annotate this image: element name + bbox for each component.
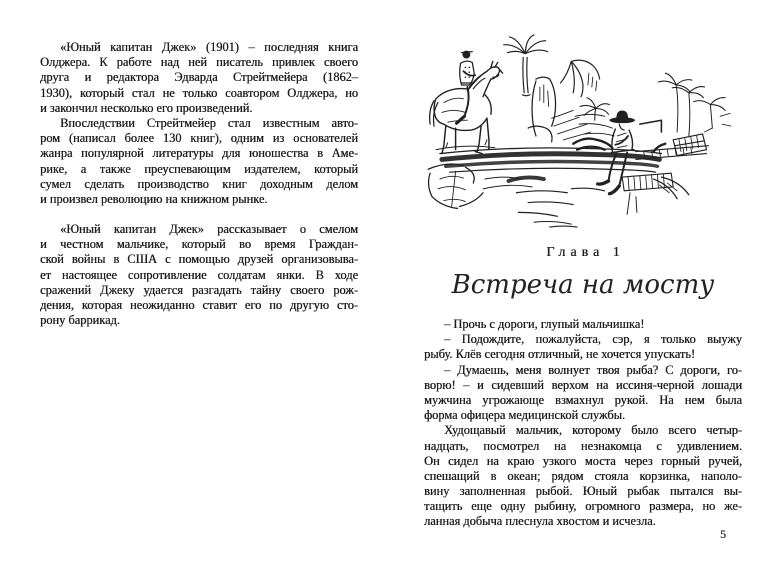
paragraph (424, 363, 742, 424)
text-line: ворю! – и сидевший верхом на иссиня-черной лошади (424, 377, 742, 392)
right-page-text (424, 317, 742, 530)
text-line: жанра популярной литературы для юношества в Аме- (40, 146, 358, 161)
text-line: Он сидел на краю узкого моста через горный ручей, (424, 453, 742, 468)
left-page-text (40, 40, 358, 328)
pen-sketch-horseman-and-boy-illustration (425, 34, 741, 230)
text-line: надцать, посмотрел на незнакомца с удивлением. (424, 438, 742, 453)
text-line: сражений Джеку удается разгадать тайну своего рож- (40, 282, 358, 297)
chapter-title: Встреча на мосту (451, 270, 715, 300)
text-line: рике, а также преуспевающим издателем, который (40, 161, 358, 176)
text-line: ет настоящее сопротивление солдатам янки. В ходе (40, 267, 358, 282)
text-line: «Юный капитан Джек» рассказывает о смелом (60, 222, 358, 237)
chapter-illustration (424, 28, 742, 232)
text-line: ром (написал более 130 книг), одним из основателей (40, 131, 358, 146)
page-number: 5 (720, 527, 726, 541)
text-line: – Прочь с дороги, глупый мальчишка! (444, 317, 645, 331)
text-line: – Думаешь, меня волнует твоя рыба? С дороги, го- (444, 362, 742, 377)
paragraph (424, 423, 742, 529)
text-line: тащить еще одну рыбину, огромного размера, но же- (424, 499, 742, 514)
text-line: и произвел революцию на книжном рынке. (40, 191, 268, 206)
paragraph (40, 116, 358, 207)
text-line: «Юный капитан Джек» (1901) – последняя книга (60, 40, 358, 54)
paragraph (40, 222, 358, 328)
text-line: мужчина угрожающе взмахнул рукой. На нем была (424, 392, 742, 407)
text-line: спешащий в океан; рядом стояла корзинка, наполо- (424, 468, 742, 483)
text-line: вину заполненная рыбой. Юный рыбак пытался вы- (424, 484, 742, 499)
text-line: друга и редактора Эдварда Стрейтмейера (1862– (40, 70, 358, 85)
text-line: форма офицера медицинской службы. (424, 408, 626, 423)
text-line: дения, которая неожиданно ставит его по другую сто- (40, 298, 358, 312)
text-line: Впоследствии Стрейтмейер стал известным авто- (60, 115, 358, 130)
paragraph (40, 40, 358, 116)
text-line: Олджера. К работе над ней писатель привлек своего (40, 55, 358, 70)
text-line: – Подождите, пожалуйста, сэр, я только выужу (444, 332, 742, 347)
paragraph (424, 332, 742, 362)
paragraph (424, 317, 742, 332)
chapter-heading: Глава 1 (546, 245, 625, 260)
text-line: ской войны в США с помощью друзей организовыва- (40, 252, 358, 267)
text-line: 1930), который стал не только соавтором Олджера, но (40, 85, 358, 100)
left-page (40, 40, 358, 328)
text-line: и честном мальчике, который во время Граждан- (40, 237, 358, 252)
text-line: Худощавый мальчик, которому было всего четыр- (444, 423, 742, 438)
text-line: сумел сделать производство книг доходным делом (40, 176, 358, 191)
text-line: и закончил несколько его произведений. (40, 100, 253, 115)
text-line: рону баррикад. (40, 313, 120, 328)
text-line: рыбу. Клёв сегодня отличный, не хочется упускать! (424, 347, 695, 362)
text-line: ланная добыча плеснула хвостом и исчезла. (424, 514, 656, 529)
right-page (424, 28, 742, 541)
